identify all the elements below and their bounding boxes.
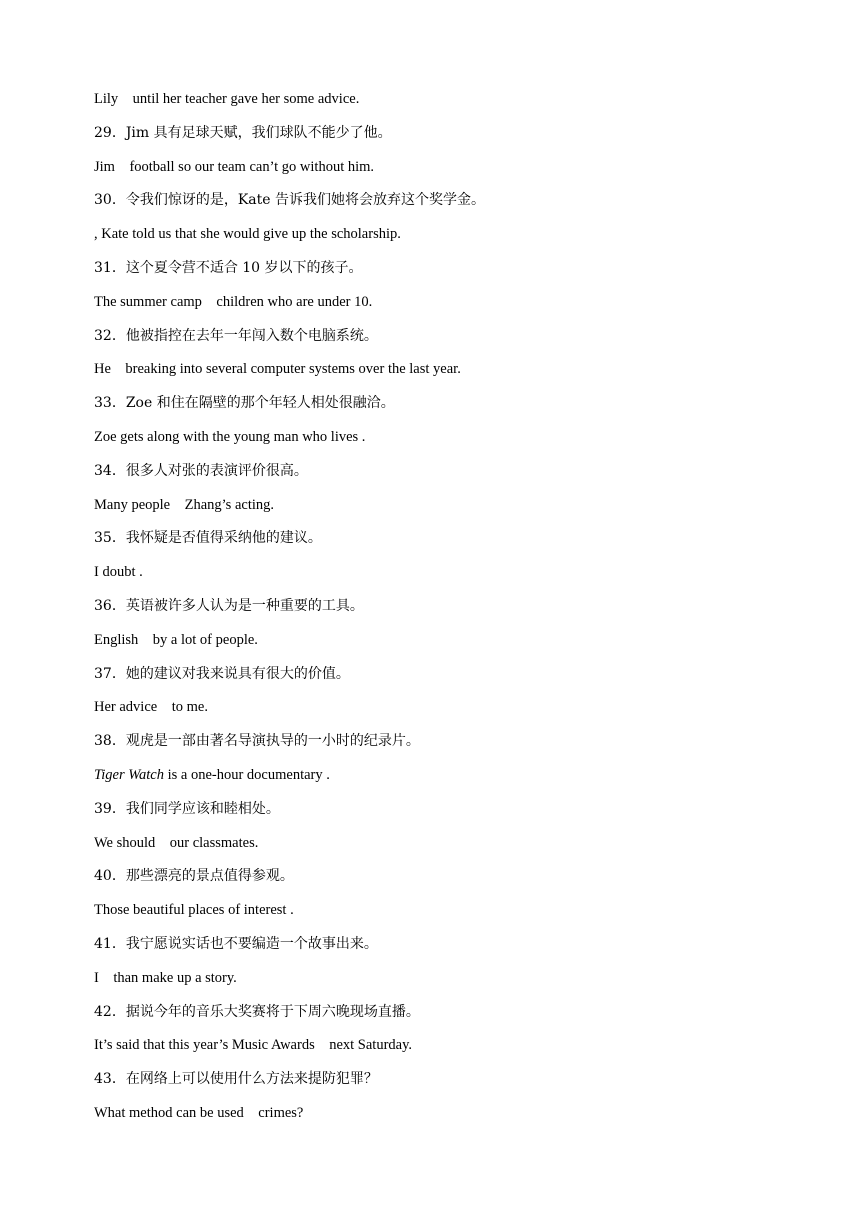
answer-line-30: , Kate told us that she would give up the scholarship. bbox=[94, 226, 401, 243]
question-43: 43．在网络上可以使用什么方法来提防犯罪？ bbox=[94, 1071, 378, 1088]
question-36: 36．英语被许多人认为是一种重要的工具。 bbox=[94, 597, 364, 614]
answer-line-35: I doubt . bbox=[94, 564, 143, 581]
question-41: 41．我宁愿说实话也不要编造一个故事出来。 bbox=[94, 935, 378, 952]
answer-line-38 bbox=[94, 764, 794, 798]
answer-line-37: Her advice to me. bbox=[94, 699, 208, 716]
title-italic: Tiger Watch bbox=[94, 766, 164, 783]
answer-line-33: Zoe gets along with the young man who lives . bbox=[94, 428, 366, 445]
answer-line-36: English by a lot of people. bbox=[94, 631, 258, 648]
question-35: 35．我怀疑是否值得采纳他的建议。 bbox=[94, 530, 322, 547]
answer-line-42: It’s said that this year’s Music Awards next Saturday. bbox=[94, 1037, 413, 1054]
question-32: 32．他被指控在去年一年闯入数个电脑系统。 bbox=[94, 327, 378, 344]
answer-line-29: Jim football so our team can’t go without him. bbox=[94, 158, 375, 175]
answer-line-31: The summer camp children who are under 10. bbox=[94, 293, 373, 310]
question-39: 39．我们同学应该和睦相处。 bbox=[94, 800, 280, 817]
answer-line-39: We should our classmates. bbox=[94, 834, 259, 851]
question-33: 33．Zoe 和住在隔壁的那个年轻人相处很融洽。 bbox=[94, 395, 395, 412]
question-37: 37．她的建议对我来说具有很大的价值。 bbox=[94, 665, 350, 682]
answer-line-38-text: is a one-hour documentary . bbox=[163, 766, 330, 783]
answer-line-34: Many people Zhang’s acting. bbox=[94, 496, 274, 513]
question-34: 34．很多人对张的表演评价很高。 bbox=[94, 462, 308, 479]
answer-line-40: Those beautiful places of interest . bbox=[94, 902, 294, 919]
answer-line-28: Lily until her teacher gave her some advice. bbox=[94, 91, 360, 107]
document-content bbox=[94, 88, 794, 1136]
question-40: 40．那些漂亮的景点值得参观。 bbox=[94, 868, 294, 885]
question-42: 42．据说今年的音乐大奖赛将于下周六晚现场直播。 bbox=[94, 1003, 420, 1020]
answer-line-32: He breaking into several computer systems over the last year. bbox=[94, 361, 461, 378]
question-30: 30．令我们惊讶的是，Kate 告诉我们她将会放弃这个奖学金。 bbox=[94, 192, 485, 209]
question-29: 29．Jim 具有足球天赋，我们球队不能少了他。 bbox=[94, 124, 392, 141]
answer-line-43: What method can be used crimes? bbox=[94, 1104, 304, 1121]
question-31: 31．这个夏令营不适合 10 岁以下的孩子。 bbox=[94, 259, 363, 276]
question-38: 38．观虎是一部由著名导演执导的一小时的纪录片。 bbox=[94, 733, 420, 750]
answer-line-41: I than make up a story. bbox=[94, 969, 237, 986]
